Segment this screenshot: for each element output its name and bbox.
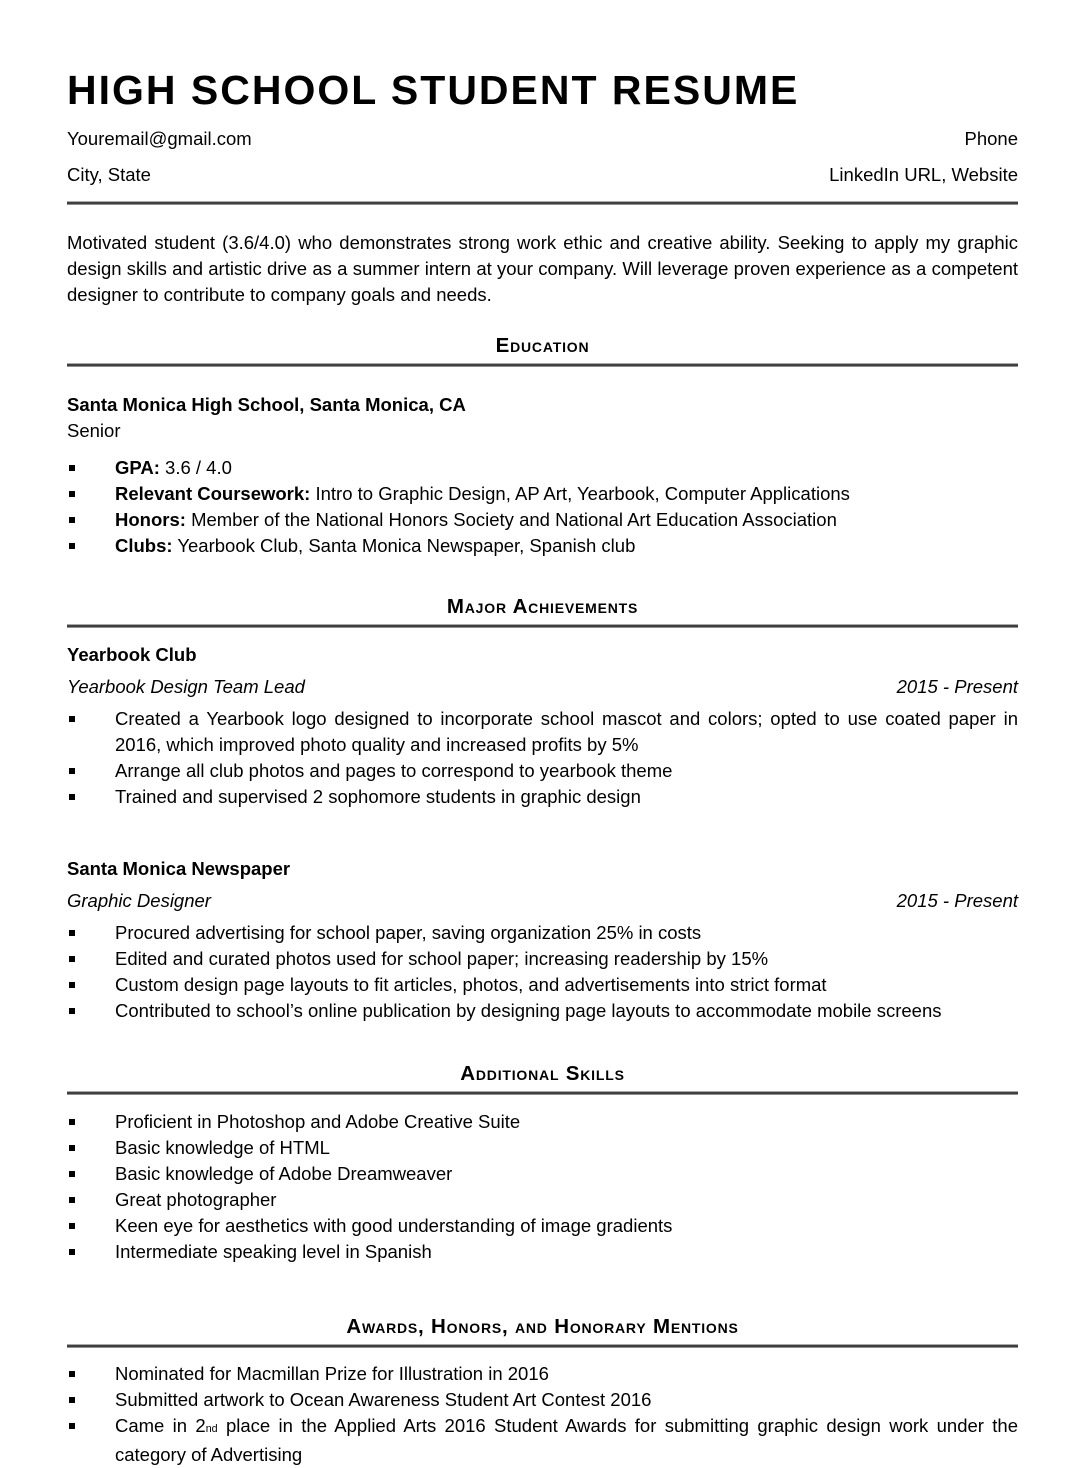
grade-level: Senior [67,420,121,441]
section-heading-awards: Awards, Honors, and Honorary Mentions [346,1315,739,1338]
bullet-icon [69,1171,75,1177]
entry-organization: Yearbook Club [67,644,197,665]
skill-bullet [67,1213,1018,1239]
contact-email: Youremail@gmail.com [67,128,252,149]
entry-dates: 2015 - Present [896,676,1018,697]
bullet-icon [69,465,75,471]
bullet-text-prefix: Came in 2 [115,1415,206,1436]
contact-row-1 [67,129,1018,149]
bullet-text: Yearbook Club, Santa Monica Newspaper, Spanish club [177,535,636,556]
bullet-icon [69,982,75,988]
bullet-text: Basic knowledge of HTML [115,1137,330,1158]
bullet-text: 3.6 / 4.0 [165,457,232,478]
bullet-text: Trained and supervised 2 sophomore students in graphic design [115,786,641,807]
bullet-icon [69,794,75,800]
section-awards [67,1315,1018,1468]
bullet-text: Edited and curated photos used for school paper; increasing readership by 15% [115,948,769,969]
bullet-label: Honors: [115,509,186,530]
bullet-icon [69,1397,75,1403]
section-divider [67,624,1018,628]
award-bullet [67,1361,1018,1387]
contact-row-2 [67,165,1018,185]
entry-dates: 2015 - Present [896,890,1018,911]
objective-text: Motivated student (3.6/4.0) who demonstrates strong work ethic and creative ability. Seeking to apply my graphic design skills and artistic drive as a summer intern at your company. Will leverage proven experience as a competent designer to contribute to company goals and needs. [67,232,1018,305]
bullet-text-suffix: place in the Applied Arts 2016 Student Awards for submitting graphic design work under the category of Advertising [115,1415,1018,1465]
bullet-text: Great photographer [115,1189,277,1210]
bullet-label: Clubs: [115,535,173,556]
bullet-text: Basic knowledge of Adobe Dreamweaver [115,1163,453,1184]
entry-role-row [67,888,1018,914]
bullet-text: Intro to Graphic Design, AP Art, Yearbook, Computer Applications [315,483,850,504]
bullet-text: Intermediate speaking level in Spanish [115,1241,432,1262]
bullet-icon [69,543,75,549]
achievement-bullet [67,998,1018,1024]
section-achievements [67,595,1018,1024]
award-bullet [67,1413,1018,1468]
bullet-icon [69,1145,75,1151]
education-bullet-list [67,455,1018,559]
entry-role: Yearbook Design Team Lead [67,676,305,697]
section-heading-achievements: Major Achievements [446,595,639,618]
bullet-icon [69,491,75,497]
school-name: Santa Monica High School, Santa Monica, CA [67,394,466,415]
skill-bullet [67,1161,1018,1187]
contact-city-state: City, State [67,164,151,185]
bullet-icon [69,1197,75,1203]
bullet-icon [69,1423,75,1429]
skill-bullet [67,1239,1018,1265]
achievement-bullet-list [67,706,1018,810]
bullet-text: Keen eye for aesthetics with good understanding of image gradients [115,1215,673,1236]
bullet-icon [69,1119,75,1125]
header-divider [67,201,1018,205]
achievement-bullet [67,758,1018,784]
bullet-text: Custom design page layouts to fit articles, photos, and advertisements into strict format [115,974,827,995]
section-divider [67,1091,1018,1095]
skills-bullet-list [67,1109,1018,1265]
education-bullet [67,533,1018,559]
section-divider [67,1344,1018,1348]
section-skills [67,1062,1018,1265]
bullet-text: Procured advertising for school paper, saving organization 25% in costs [115,922,702,943]
bullet-icon [69,1371,75,1377]
skill-bullet [67,1187,1018,1213]
achievement-bullet [67,784,1018,810]
bullet-text: Created a Yearbook logo designed to incorporate school mascot and colors; opted to use coated paper in 2016, which improved photo quality and increased profits by 5% [115,708,1018,755]
section-education [67,334,1018,559]
skill-bullet [67,1109,1018,1135]
achievement-entry-newspaper [67,856,1018,1024]
bullet-label: GPA: [115,457,160,478]
achievement-bullet-list [67,920,1018,1024]
page-title: HIGH SCHOOL STUDENT RESUME [67,67,800,113]
bullet-icon [69,1249,75,1255]
bullet-text: Nominated for Macmillan Prize for Illustration in 2016 [115,1363,549,1384]
bullet-text: Submitted artwork to Ocean Awareness Student Art Contest 2016 [115,1389,652,1410]
skill-bullet [67,1135,1018,1161]
bullet-text: Member of the National Honors Society and National Art Education Association [191,509,837,530]
bullet-icon [69,1008,75,1014]
award-bullet [67,1387,1018,1413]
achievement-entry-yearbook-club [67,642,1018,810]
achievement-bullet [67,972,1018,998]
entry-role-row [67,674,1018,700]
education-bullet [67,507,1018,533]
contact-linkedin-website: LinkedIn URL, Website [829,164,1018,185]
achievement-bullet [67,706,1018,758]
education-bullet [67,481,1018,507]
bullet-label: Relevant Coursework: [115,483,311,504]
bullet-icon [69,1223,75,1229]
bullet-icon [69,716,75,722]
bullet-icon [69,768,75,774]
section-heading-skills: Additional Skills [460,1062,625,1085]
achievement-bullet [67,920,1018,946]
bullet-text: Proficient in Photoshop and Adobe Creative Suite [115,1111,521,1132]
section-divider [67,363,1018,367]
bullet-icon [69,930,75,936]
bullet-icon [69,956,75,962]
section-heading-education: Education [495,334,590,357]
bullet-icon [69,517,75,523]
entry-organization: Santa Monica Newspaper [67,858,291,879]
ordinal-suffix: nd [205,1423,218,1435]
education-bullet [67,455,1018,481]
achievement-bullet [67,946,1018,972]
contact-phone: Phone [964,128,1018,149]
entry-role: Graphic Designer [67,890,211,911]
bullet-text: Arrange all club photos and pages to correspond to yearbook theme [115,760,673,781]
awards-bullet-list [67,1361,1018,1468]
bullet-text: Contributed to school’s online publication by designing page layouts to accommodate mobile screens [115,1000,942,1021]
